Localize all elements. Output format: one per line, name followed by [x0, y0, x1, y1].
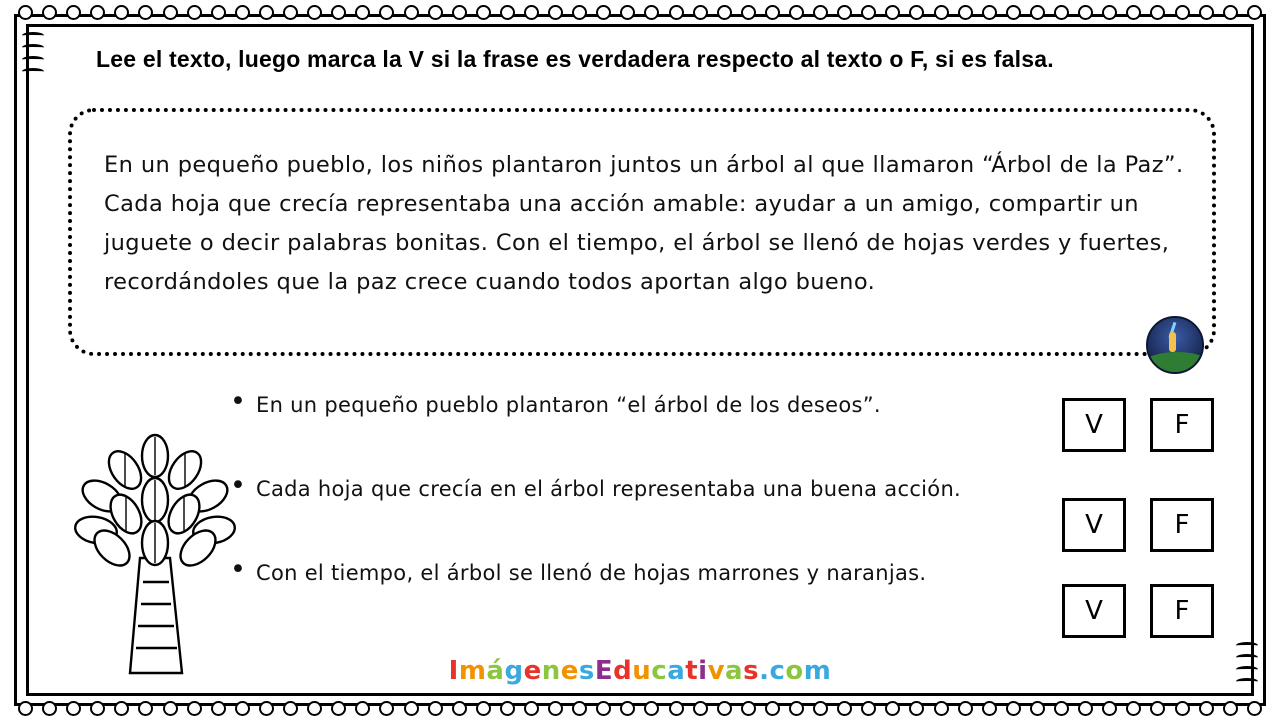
- bullet-icon: •: [230, 470, 247, 501]
- logo-letter: .: [759, 656, 770, 686]
- bead-icon: [1126, 701, 1141, 716]
- bead-icon: [138, 701, 153, 716]
- bead-icon: [958, 701, 973, 716]
- logo-letter: s: [743, 656, 760, 686]
- answer-choice-group-1: [1062, 398, 1214, 452]
- bead-icon: [500, 5, 515, 20]
- bead-icon: [885, 701, 900, 716]
- logo-letter: d: [613, 656, 633, 686]
- bead-icon: [138, 5, 153, 20]
- list-item: [230, 470, 1060, 502]
- answer-true-box-2[interactable]: V: [1062, 498, 1126, 552]
- bead-icon: [909, 5, 924, 20]
- bead-icon: [837, 5, 852, 20]
- bead-icon: [1199, 701, 1214, 716]
- logo-letter: m: [458, 656, 487, 686]
- bead-icon: [524, 5, 539, 20]
- bead-icon: [644, 701, 659, 716]
- bead-icon: [789, 701, 804, 716]
- answer-choice-group-2: [1062, 498, 1214, 552]
- bead-icon: [669, 701, 684, 716]
- bead-icon: [885, 5, 900, 20]
- bead-icon: [909, 701, 924, 716]
- question-text: En un pequeño pueblo plantaron “el árbol de los deseos”.: [256, 393, 881, 417]
- bead-icon: [500, 701, 515, 716]
- bead-icon: [1247, 5, 1262, 20]
- tree-illustration: [70, 408, 240, 678]
- logo-letter: a: [725, 656, 744, 686]
- logo-letter: o: [785, 656, 804, 686]
- spiral-binding-icon-left: [22, 32, 44, 72]
- bead-icon: [476, 5, 491, 20]
- bead-icon: [66, 701, 81, 716]
- bead-icon: [18, 701, 33, 716]
- list-item: [230, 554, 1060, 586]
- bead-icon: [596, 701, 611, 716]
- bead-icon: [717, 5, 732, 20]
- bead-icon: [235, 5, 250, 20]
- bead-icon: [211, 5, 226, 20]
- bead-icon: [861, 701, 876, 716]
- bead-icon: [90, 5, 105, 20]
- bead-icon: [1126, 5, 1141, 20]
- reading-passage: En un pequeño pueblo, los niños plantaron juntos un árbol al que llamaron “Árbol de la Paz”. Cada hoja que crecía representaba una acción amable: ayudar a un amigo, compartir un juguete o decir palabras bonitas. Con el tiempo, el árbol se llenó de hojas verdes y fuertes, recordándoles que la paz crece cuando todos aportan algo bueno.: [104, 152, 1184, 295]
- bead-icon: [572, 701, 587, 716]
- bead-icon: [1199, 5, 1214, 20]
- logo-letter: e: [523, 656, 542, 686]
- bead-icon: [837, 701, 852, 716]
- bead-icon: [572, 5, 587, 20]
- logo-letter: m: [803, 656, 832, 686]
- bead-icon: [861, 5, 876, 20]
- bead-icon: [1175, 701, 1190, 716]
- answer-false-box-1[interactable]: F: [1150, 398, 1214, 452]
- bead-icon: [1102, 5, 1117, 20]
- bead-icon: [524, 701, 539, 716]
- bead-icon: [765, 701, 780, 716]
- bead-icon: [644, 5, 659, 20]
- answer-false-box-3[interactable]: F: [1150, 584, 1214, 638]
- logo-letter: i: [698, 656, 708, 686]
- bead-icon: [404, 5, 419, 20]
- bead-icon: [1175, 5, 1190, 20]
- bead-icon: [187, 5, 202, 20]
- bead-icon: [452, 701, 467, 716]
- bead-icon: [452, 5, 467, 20]
- bead-icon: [42, 701, 57, 716]
- bead-icon: [283, 701, 298, 716]
- bead-icon: [958, 5, 973, 20]
- logo-letter: s: [578, 656, 595, 686]
- bead-icon: [1223, 701, 1238, 716]
- answer-choice-group-3: [1062, 584, 1214, 638]
- bead-icon: [18, 5, 33, 20]
- bead-icon: [669, 5, 684, 20]
- answer-true-box-1[interactable]: V: [1062, 398, 1126, 452]
- bead-icon: [1006, 5, 1021, 20]
- bead-icon: [1054, 701, 1069, 716]
- bead-icon: [379, 5, 394, 20]
- bead-icon: [307, 5, 322, 20]
- bead-icon: [789, 5, 804, 20]
- bead-icon: [259, 701, 274, 716]
- bead-icon: [1078, 701, 1093, 716]
- logo-letter: E: [594, 656, 614, 686]
- publisher-stamp-icon: [1146, 316, 1204, 374]
- logo-letter: g: [504, 656, 524, 686]
- logo-letter: u: [632, 656, 652, 686]
- bead-icon: [1150, 5, 1165, 20]
- answer-false-box-2[interactable]: F: [1150, 498, 1214, 552]
- bead-icon: [741, 701, 756, 716]
- bead-icon: [982, 5, 997, 20]
- bead-icon: [259, 5, 274, 20]
- bullet-icon: •: [230, 386, 247, 417]
- bead-icon: [404, 701, 419, 716]
- bead-icon: [765, 5, 780, 20]
- bead-icon: [693, 701, 708, 716]
- list-item: [230, 386, 1060, 418]
- question-text: Con el tiempo, el árbol se llenó de hojas marrones y naranjas.: [256, 561, 927, 585]
- bead-icon: [1223, 5, 1238, 20]
- bead-icon: [187, 701, 202, 716]
- logo-letter: á: [486, 656, 505, 686]
- bead-icon: [620, 5, 635, 20]
- instruction-text: Lee el texto, luego marca la V si la frase es verdadera respecto al texto o F, si es falsa.: [96, 46, 1054, 72]
- bead-icon: [1247, 701, 1262, 716]
- bead-icon: [813, 5, 828, 20]
- bead-icon: [596, 5, 611, 20]
- bead-icon: [355, 5, 370, 20]
- bead-icon: [813, 701, 828, 716]
- logo-letter: n: [541, 656, 561, 686]
- bead-icon: [934, 5, 949, 20]
- bead-icon: [1054, 5, 1069, 20]
- logo-letter: v: [707, 656, 726, 686]
- logo-letter: c: [651, 656, 668, 686]
- question-text: Cada hoja que crecía en el árbol representaba una buena acción.: [256, 477, 962, 501]
- logo-letter: t: [685, 656, 699, 686]
- bead-icon: [1030, 701, 1045, 716]
- bead-icon: [307, 701, 322, 716]
- bead-icon: [90, 701, 105, 716]
- bead-icon: [163, 5, 178, 20]
- bead-icon: [355, 701, 370, 716]
- bead-icon: [331, 5, 346, 20]
- logo-letter: a: [667, 656, 686, 686]
- bead-icon: [548, 5, 563, 20]
- logo-letter: e: [560, 656, 579, 686]
- answer-true-box-3[interactable]: V: [1062, 584, 1126, 638]
- decorative-bead-row-top: [18, 2, 1262, 22]
- bead-icon: [428, 701, 443, 716]
- bead-icon: [1150, 701, 1165, 716]
- bead-icon: [42, 5, 57, 20]
- bullet-icon: •: [230, 554, 247, 585]
- bead-icon: [1078, 5, 1093, 20]
- decorative-bead-row-bottom: [18, 698, 1262, 718]
- bead-icon: [717, 701, 732, 716]
- bead-icon: [982, 701, 997, 716]
- logo-letter: I: [448, 656, 459, 686]
- bead-icon: [428, 5, 443, 20]
- bead-icon: [66, 5, 81, 20]
- bead-icon: [211, 701, 226, 716]
- bead-icon: [741, 5, 756, 20]
- bead-icon: [331, 701, 346, 716]
- bead-icon: [283, 5, 298, 20]
- questions-list: [230, 386, 1060, 644]
- bead-icon: [163, 701, 178, 716]
- bead-icon: [235, 701, 250, 716]
- bead-icon: [114, 5, 129, 20]
- reading-text-box: [68, 108, 1216, 356]
- bead-icon: [693, 5, 708, 20]
- bead-icon: [620, 701, 635, 716]
- bead-icon: [1006, 701, 1021, 716]
- site-logo: [0, 656, 1280, 686]
- bead-icon: [548, 701, 563, 716]
- bead-icon: [934, 701, 949, 716]
- bead-icon: [1102, 701, 1117, 716]
- logo-letter: c: [769, 656, 786, 686]
- bead-icon: [114, 701, 129, 716]
- bead-icon: [1030, 5, 1045, 20]
- bead-icon: [379, 701, 394, 716]
- bead-icon: [476, 701, 491, 716]
